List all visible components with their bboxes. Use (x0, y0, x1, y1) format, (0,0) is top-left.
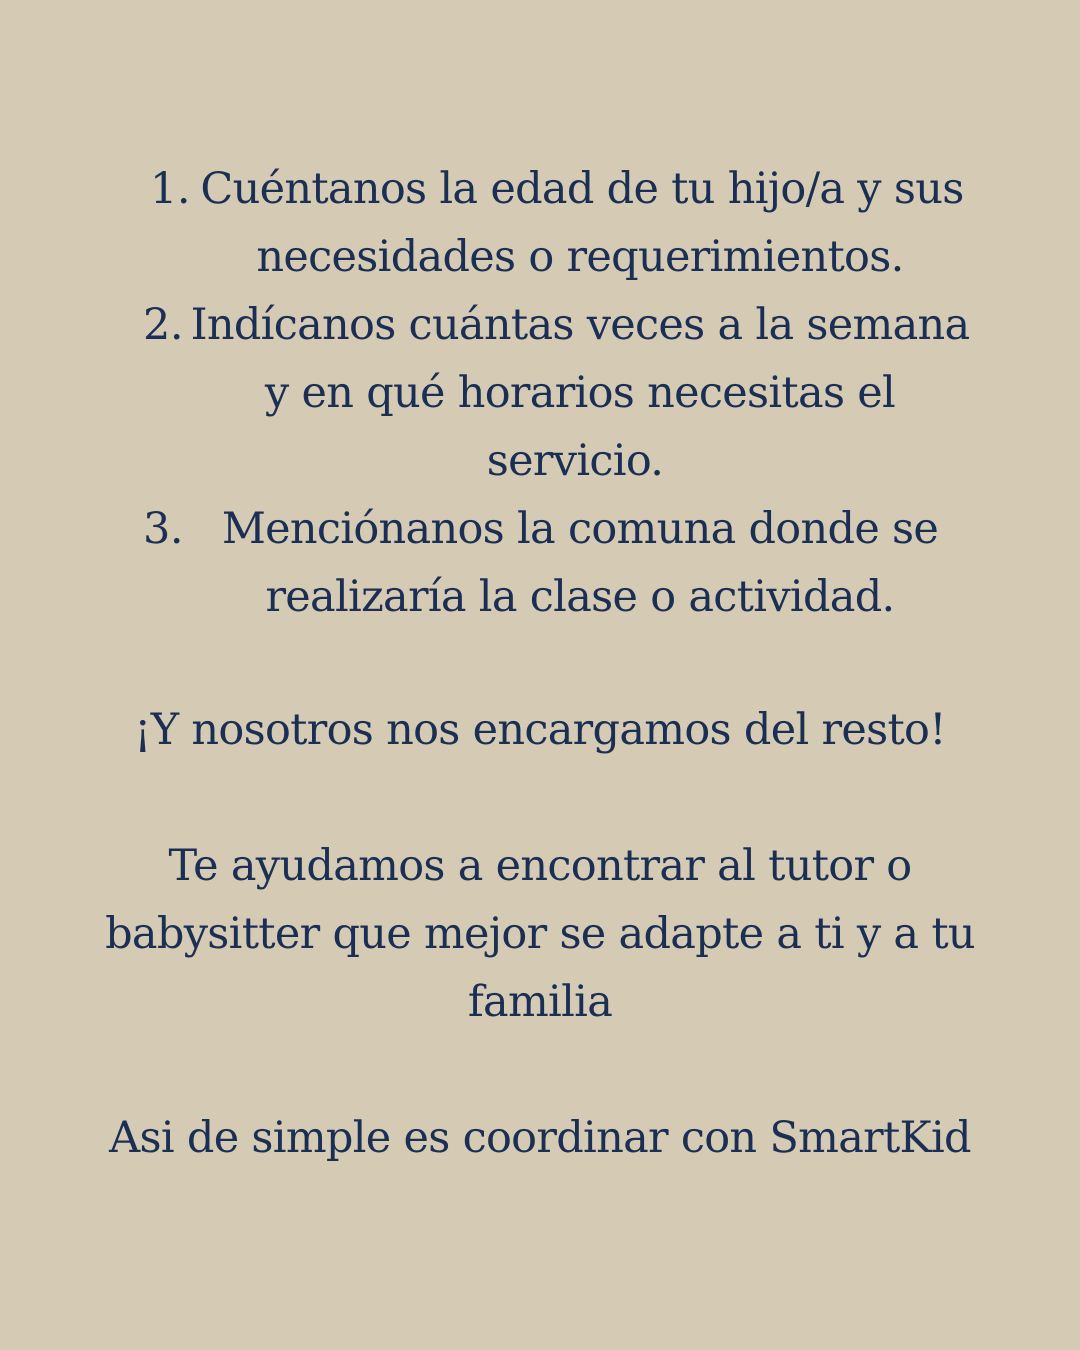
help-line-1: Te ayudamos a encontrar al tutor o (168, 841, 912, 891)
tagline-text: Asi de simple es coordinar con SmartKid (109, 1113, 971, 1163)
step-2-line-1: Indícanos cuántas veces a la semana (190, 300, 970, 350)
closing-text: ¡Y nosotros nos encargamos del resto! (134, 705, 946, 755)
step-2-line-3: servicio. (486, 436, 664, 486)
step-3-line-2: realizaría la clase o actividad. (265, 572, 895, 622)
step-1-line-2: necesidades o requerimientos. (256, 232, 904, 282)
help-line-2: babysitter que mejor se adapte a ti y a tu (105, 909, 975, 959)
step-2-number: 2. (143, 300, 184, 350)
step-3-line-1: Menciónanos la comuna donde se (221, 504, 939, 554)
step-1-line-1: Cuéntanos la edad de tu hijo/a y sus (200, 164, 964, 214)
help-line-3: familia (467, 977, 613, 1027)
step-1-number: 1. (150, 164, 191, 214)
step-3-number: 3. (143, 504, 184, 554)
step-2-line-2: y en qué horarios necesitas el (264, 368, 896, 418)
